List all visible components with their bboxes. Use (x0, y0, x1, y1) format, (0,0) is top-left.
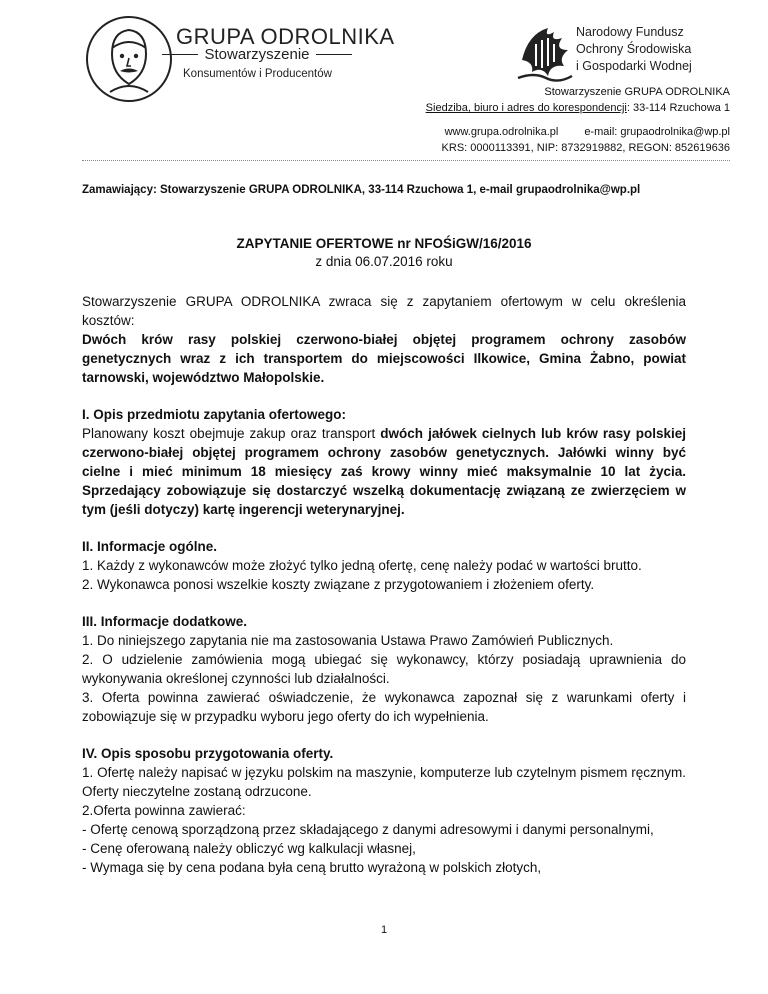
section-4-item: - Wymaga się by cena podana była ceną brutto wyrażoną w polskich złotych, (82, 860, 542, 875)
org-subtitle: Stowarzyszenie (204, 46, 310, 63)
nfosigw-logo-icon (514, 20, 576, 84)
fund-name (576, 24, 692, 75)
intro-text: Stowarzyszenie GRUPA ODROLNIKA zwraca się z zapytaniem ofertowym w celu określenia kosztów: (82, 294, 686, 328)
divider (316, 54, 352, 56)
section-2-item: 1. Każdy z wykonawców może złożyć tylko jedną ofertę, cenę należy podać w wartości brutto. (82, 558, 642, 573)
header-separator (82, 160, 730, 161)
section-2-heading: II. Informacje ogólne. (82, 539, 218, 554)
divider (162, 54, 198, 56)
section-4-heading: IV. Opis sposobu przygotowania oferty. (82, 746, 334, 761)
org-subtitle-row (162, 46, 352, 63)
email-link[interactable]: e-mail: grupaodrolnika@wp.pl (584, 126, 730, 138)
section-1-text-bold: dwóch jałówek cielnych lub krów rasy polskiej czerwono-białej objętej programem ochrony zasobów genetycznych. Jałówki winny być cielne i mieć minimum 18 miesięcy zaś krowy winny mieć maksymalnie 10 lat życia. Sprzedający zobowiązuje się dostarczyć wszelką dokumentację związaną ze zwierzęciem w tym (jeśli dotyczy) kartę ingerencji weterynaryjnej. (82, 426, 686, 517)
fund-name-line: Narodowy Fundusz (576, 25, 684, 39)
section-4-item: - Cenę oferowaną należy obliczyć wg kalkulacji własnej, (82, 841, 416, 856)
document-title: ZAPYTANIE OFERTOWE nr NFOŚiGW/16/2016 (236, 236, 532, 251)
section-3-heading: III. Informacje dodatkowe. (82, 614, 248, 629)
section-3-item: 2. O udzielenie zamówienia mogą ubiegać się wykonawcy, którzy posiadają uprawnienia do wykonywania określonej czynności lub działalności. (82, 652, 686, 686)
contact-org: Stowarzyszenie GRUPA ODROLNIKA (544, 86, 730, 98)
page-number: 1 (380, 924, 388, 936)
contact-registry: KRS: 0000113391, NIP: 8732919882, REGON: 852619636 (441, 142, 730, 154)
org-tagline: Konsumentów i Producentów (183, 68, 332, 80)
contact-block (426, 84, 730, 156)
section-1-text (82, 424, 686, 519)
section-4-item: - Ofertę cenową sporządzoną przez składającego z danymi adresowymi i danymi personalnymi, (82, 822, 654, 837)
section-4-item: 2.Oferta powinna zawierać: (82, 803, 246, 818)
section-4-item: 1. Ofertę należy napisać w języku polskim na maszynie, komputerze lub czytelnym pismem ręcznym. Oferty nieczytelne zostaną odrzucone. (82, 765, 686, 799)
section-3-item: 1. Do niniejszego zapytania nie ma zastosowania Ustawa Prawo Zamówień Publicznych. (82, 633, 614, 648)
section-1-text-plain: Planowany koszt obejmuje zakup oraz transport (82, 426, 381, 441)
intro-subject: Dwóch krów rasy polskiej czerwono-białej objętej programem ochrony zasobów genetycznych wraz z ich transportem do miejscowości Ilkowice, Gmina Żabno, powiat tarnowski, województwo Małopolskie. (82, 332, 686, 385)
contact-web-email (426, 124, 730, 140)
website-link[interactable]: www.grupa.odrolnika.pl (444, 126, 559, 138)
section-2-item: 2. Wykonawca ponosi wszelkie koszty związane z przygotowaniem i złożeniem oferty. (82, 577, 595, 592)
contact-address-value: : 33-114 Rzuchowa 1 (626, 102, 730, 114)
contact-address-label: Siedziba, biuro i adres do korespondencji (425, 102, 627, 114)
document-date: z dnia 06.07.2016 roku (315, 254, 453, 269)
contact-address (426, 100, 730, 116)
fund-name-line: i Gospodarki Wodnej (576, 59, 692, 73)
fund-name-line: Ochrony Środowiska (576, 42, 692, 56)
org-name: GRUPA ODROLNIKA (176, 24, 395, 49)
section-3-item: 3. Oferta powinna zawierać oświadczenie, że wykonawca zapoznał się z warunkami oferty i zobowiązuje się w przypadku wyboru jego oferty do ich wypełnienia. (82, 690, 686, 724)
section-1-heading: I. Opis przedmiotu zapytania ofertowego: (82, 407, 347, 422)
document-body (82, 292, 686, 877)
grupa-odrolnika-logo-icon (84, 14, 174, 104)
ordering-party: Zamawiający: Stowarzyszenie GRUPA ODROLNIKA, 33-114 Rzuchowa 1, e-mail grupaodrolnika@wp.pl (82, 184, 641, 196)
